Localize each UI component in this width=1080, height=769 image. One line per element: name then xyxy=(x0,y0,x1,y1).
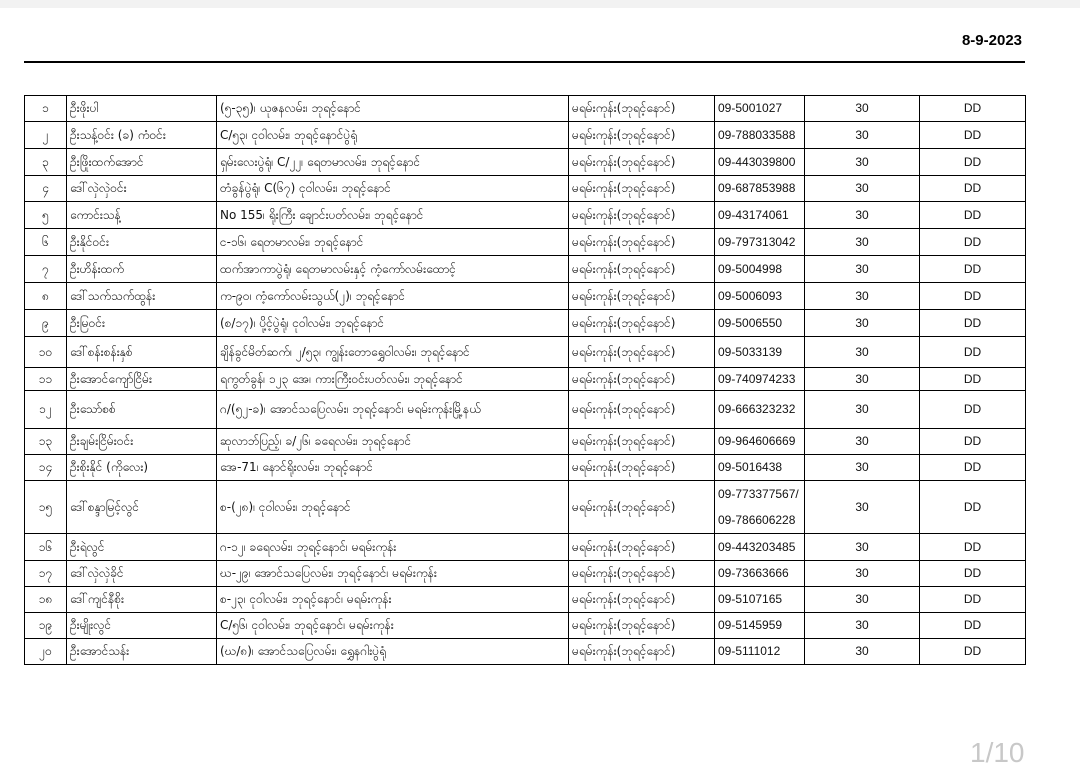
table-row xyxy=(25,639,1026,665)
row-address: က-၉၀၊ ကံ့ကော်လမ်းသွယ်(၂)၊ ဘုရင့်နောင် xyxy=(217,283,569,310)
phone-number: 09-687853988 xyxy=(718,181,796,195)
phone-number: 09-443039800 xyxy=(718,154,796,169)
document-date: 8-9-2023 xyxy=(961,32,1022,49)
row-phone xyxy=(715,256,805,283)
row-phone xyxy=(715,613,805,639)
row-address: စ-၂၃၊ ငုဝါလမ်း၊ ဘုရင့်နောင်၊ မရမ်းကုန်း xyxy=(217,587,569,613)
row-address: (စ/၁၇)၊ ပို့င့်ပွဲရုံ၊ ငုဝါလမ်း၊ ဘုရင့်နောင် xyxy=(217,310,569,337)
phone-number: 09-443203485 xyxy=(718,539,796,554)
row-name: ဦးအောင်ကျော်ငြိမ်း xyxy=(67,368,217,391)
phone-number: 09-666323232 xyxy=(718,402,796,416)
phone-number: 09-773377567/ xyxy=(718,487,799,501)
row-name: ဦးချမ်းငြိမ်းဝင်း xyxy=(67,429,217,455)
row-value: 30 xyxy=(805,391,920,429)
table-row xyxy=(25,176,1026,202)
row-township: မရမ်းကုန်း(ဘုရင့်နောင်) xyxy=(569,639,715,665)
row-phone xyxy=(715,587,805,613)
row-value: 30 xyxy=(805,613,920,639)
row-value: 30 xyxy=(805,337,920,368)
row-name: ဦးဖြိုးထက်အောင် xyxy=(67,149,217,176)
row-number: ၇ xyxy=(25,256,67,283)
row-number: ၂၀ xyxy=(25,639,67,665)
row-code: DD xyxy=(920,202,1026,229)
row-number: ၈ xyxy=(25,283,67,310)
row-value: 30 xyxy=(805,481,920,534)
row-value: 30 xyxy=(805,639,920,665)
header-rule xyxy=(24,61,1025,63)
row-phone xyxy=(715,561,805,587)
row-number: ၅ xyxy=(25,202,67,229)
row-number: ၁၇ xyxy=(25,561,67,587)
phone-number: 09-5016438 xyxy=(718,460,783,474)
page-number: 1/10 xyxy=(970,737,1025,768)
row-number: ၆ xyxy=(25,229,67,256)
row-address: ထက်အာကာပွဲရုံ၊ ရေတမာလမ်းနှင့် ကံ့ကော်လမ်းထောင့် xyxy=(217,256,569,283)
row-value: 30 xyxy=(805,176,920,202)
table-row xyxy=(25,122,1026,149)
row-township: မရမ်းကုန်း(ဘုရင့်နောင်) xyxy=(569,122,715,149)
phone-number: 09-5111012 xyxy=(718,644,781,658)
row-value: 30 xyxy=(805,429,920,455)
row-phone xyxy=(715,368,805,391)
row-name: ဦးမျိုးလွင် xyxy=(67,613,217,639)
row-phone xyxy=(715,122,805,149)
row-value: 30 xyxy=(805,455,920,481)
row-phone xyxy=(715,639,805,665)
row-value: 30 xyxy=(805,96,920,122)
row-township: မရမ်းကုန်း(ဘုရင့်နောင်) xyxy=(569,283,715,310)
row-phone xyxy=(715,455,805,481)
table-row xyxy=(25,613,1026,639)
row-phone xyxy=(715,229,805,256)
row-code: DD xyxy=(920,368,1026,391)
row-number: ၄ xyxy=(25,176,67,202)
row-code: DD xyxy=(920,122,1026,149)
phone-number: 09-797313042 xyxy=(718,234,796,249)
row-number: ၂ xyxy=(25,122,67,149)
row-address: စ-(၂၈)၊ ငုဝါလမ်း၊ ဘုရင့်နောင် xyxy=(217,481,569,534)
table-row xyxy=(25,310,1026,337)
row-code: DD xyxy=(920,429,1026,455)
row-address: ဆုလာဘ်ပြည့်၊ ခ/၂၆၊ ခရေလမ်း၊ ဘုရင့်နောင် xyxy=(217,429,569,455)
row-value: 30 xyxy=(805,310,920,337)
row-name: ဒေါ်စန္ဒာမြင့်လွင် xyxy=(67,481,217,534)
row-address: င-၁၆၊ ရေတမာလမ်း၊ ဘုရင့်နောင် xyxy=(217,229,569,256)
row-code: DD xyxy=(920,310,1026,337)
records-table xyxy=(24,95,1026,665)
phone-number: 09-5033139 xyxy=(718,344,783,359)
row-value: 30 xyxy=(805,202,920,229)
row-address: ဂ-၁၂၊ ခရေလမ်း၊ ဘုရင့်နောင်၊ မရမ်းကုန်း xyxy=(217,534,569,561)
row-code: DD xyxy=(920,337,1026,368)
phone-number: 09-73663666 xyxy=(718,566,789,580)
table-row xyxy=(25,534,1026,561)
table-row xyxy=(25,149,1026,176)
row-name: ဦးသော်စစ် xyxy=(67,391,217,429)
row-number: ၉ xyxy=(25,310,67,337)
row-code: DD xyxy=(920,391,1026,429)
row-code: DD xyxy=(920,639,1026,665)
table-row xyxy=(25,587,1026,613)
phone-number: 09-43174061 xyxy=(718,207,789,222)
table-row xyxy=(25,96,1026,122)
row-name: ဦးမြဝင်း xyxy=(67,310,217,337)
row-phone xyxy=(715,176,805,202)
row-address: တံခွန်ပွဲရုံ၊ C(၆၇) ငုဝါလမ်း၊ ဘုရင့်နောင် xyxy=(217,176,569,202)
row-address: ဃ-၂၉၊ အောင်သပြေလမ်း၊ ဘုရင့်နောင်၊ မရမ်းကုန်း xyxy=(217,561,569,587)
phone-number: 09-5006550 xyxy=(718,315,783,330)
table-row xyxy=(25,229,1026,256)
row-name: ဒေါ်လှဲလှဲဝင်း xyxy=(67,176,217,202)
row-number: ၁ xyxy=(25,96,67,122)
phone-number: 09-5145959 xyxy=(718,618,783,632)
row-value: 30 xyxy=(805,587,920,613)
row-number: ၁၁ xyxy=(25,368,67,391)
row-value: 30 xyxy=(805,229,920,256)
row-address: (ဃ/၈)၊ အောင်သပြေလမ်း၊ ရွှေနဂါးပွဲရုံ xyxy=(217,639,569,665)
phone-number: 09-964606669 xyxy=(718,434,796,448)
row-name: ဒေါ်ကျင်နီစိုး xyxy=(67,587,217,613)
row-value: 30 xyxy=(805,561,920,587)
table-row xyxy=(25,337,1026,368)
row-code: DD xyxy=(920,176,1026,202)
row-phone xyxy=(715,391,805,429)
table-row xyxy=(25,368,1026,391)
row-code: DD xyxy=(920,613,1026,639)
row-code: DD xyxy=(920,481,1026,534)
row-township: မရမ်းကုန်း(ဘုရင့်နောင်) xyxy=(569,391,715,429)
row-number: ၁၂ xyxy=(25,391,67,429)
row-township: မရမ်းကုန်း(ဘုရင့်နောင်) xyxy=(569,561,715,587)
row-township: မရမ်းကုန်း(ဘုရင့်နောင်) xyxy=(569,229,715,256)
row-code: DD xyxy=(920,229,1026,256)
row-code: DD xyxy=(920,149,1026,176)
row-township: မရမ်းကုန်း(ဘုရင့်နောင်) xyxy=(569,613,715,639)
row-township: မရမ်းကုန်း(ဘုရင့်နောင်) xyxy=(569,455,715,481)
row-phone xyxy=(715,481,805,534)
row-township: မရမ်းကုန်း(ဘုရင့်နောင်) xyxy=(569,481,715,534)
row-value: 30 xyxy=(805,256,920,283)
phone-number: 09-786606228 xyxy=(718,513,796,527)
row-township: မရမ်းကုန်း(ဘုရင့်နောင်) xyxy=(569,310,715,337)
row-township: မရမ်းကုန်း(ဘုရင့်နောင်) xyxy=(569,368,715,391)
row-township: မရမ်းကုန်း(ဘုရင့်နောင်) xyxy=(569,176,715,202)
row-number: ၁၆ xyxy=(25,534,67,561)
row-address: ဂ/(၅၂-ခ)၊ အောင်သပြေလမ်း၊ ဘုရင့်နောင်၊ မရမ်းကုန်းမြို့နယ် xyxy=(217,391,569,429)
row-phone xyxy=(715,96,805,122)
row-name: ဦးဖိုးပါ xyxy=(67,96,217,122)
row-name: ဒေါ်လှဲလှဲခိုင် xyxy=(67,561,217,587)
table-row xyxy=(25,455,1026,481)
row-number: ၁၉ xyxy=(25,613,67,639)
row-code: DD xyxy=(920,587,1026,613)
table-row xyxy=(25,561,1026,587)
row-township: မရမ်းကုန်း(ဘုရင့်နောင်) xyxy=(569,149,715,176)
row-name: ဦးရဲလွင် xyxy=(67,534,217,561)
row-phone xyxy=(715,283,805,310)
row-value: 30 xyxy=(805,534,920,561)
row-name: ဦးအောင်သန်း xyxy=(67,639,217,665)
row-code: DD xyxy=(920,256,1026,283)
table-row xyxy=(25,202,1026,229)
phone-number: 09-788033588 xyxy=(718,127,796,142)
row-township: မရမ်းကုန်း(ဘုရင့်နောင်) xyxy=(569,96,715,122)
row-number: ၁၃ xyxy=(25,429,67,455)
row-number: ၃ xyxy=(25,149,67,176)
row-address: အေ-71၊ နောင်ရိုးလမ်း၊ ဘုရင့်နောင် xyxy=(217,455,569,481)
row-name: ဦးစိုးနိုင် (ကိုလေး) xyxy=(67,455,217,481)
phone-number: 09-740974233 xyxy=(718,371,796,386)
row-value: 30 xyxy=(805,122,920,149)
phone-number: 09-5006093 xyxy=(718,288,783,303)
row-township: မရမ်းကုန်း(ဘုရင့်နောင်) xyxy=(569,202,715,229)
table-row xyxy=(25,283,1026,310)
row-address: (၅-၃၅)၊ ယုဇနလမ်း၊ ဘုရင့်နောင် xyxy=(217,96,569,122)
row-address: ချိန်ခွင်မိတ်ဆက်၊ ၂/၅၃၊ ကျွန်းတောရွှေဝါလမ်း၊ ဘုရင့်နောင် xyxy=(217,337,569,368)
row-name: ကောင်းသန့် xyxy=(67,202,217,229)
row-value: 30 xyxy=(805,368,920,391)
row-name: ဒေါ်သက်သက်ထွန်း xyxy=(67,283,217,310)
row-name: ဦးနိုင်ဝင်း xyxy=(67,229,217,256)
row-name: ဒေါ်စန်းစန်းနှစ် xyxy=(67,337,217,368)
row-phone xyxy=(715,429,805,455)
row-number: ၁၀ xyxy=(25,337,67,368)
row-code: DD xyxy=(920,96,1026,122)
row-address: No 155၊ ရိုးကြီး ချောင်းပတ်လမ်း၊ ဘုရင့်နောင် xyxy=(217,202,569,229)
row-code: DD xyxy=(920,534,1026,561)
row-number: ၁၈ xyxy=(25,587,67,613)
row-number: ၁၄ xyxy=(25,455,67,481)
row-township: မရမ်းကုန်း(ဘုရင့်နောင်) xyxy=(569,534,715,561)
row-code: DD xyxy=(920,283,1026,310)
phone-number: 09-5107165 xyxy=(718,592,783,606)
row-township: မရမ်းကုန်း(ဘုရင့်နောင်) xyxy=(569,256,715,283)
row-number: ၁၅ xyxy=(25,481,67,534)
row-address: ရှမ်းလေးပွဲရုံ၊ C/၂၂၊ ရေတမာလမ်း၊ ဘုရင့်နောင် xyxy=(217,149,569,176)
row-township: မရမ်းကုန်း(ဘုရင့်နောင်) xyxy=(569,429,715,455)
phone-number: 09-5004998 xyxy=(718,261,783,276)
row-phone xyxy=(715,202,805,229)
row-name: ဦးသန့်ဝင်း (ခ) ကံဝင်း xyxy=(67,122,217,149)
row-phone xyxy=(715,534,805,561)
row-phone xyxy=(715,337,805,368)
row-township: မရမ်းကုန်း(ဘုရင့်နောင်) xyxy=(569,337,715,368)
table-row xyxy=(25,481,1026,534)
row-address: C/၅၆၊ ငုဝါလမ်း၊ ဘုရင့်နောင်၊ မရမ်းကုန်း xyxy=(217,613,569,639)
row-name: ဦးဟိန်းထက် xyxy=(67,256,217,283)
row-address: ရကွတ်ခွန်၊ ၁၂၃ အေ၊ ကားကြီးဝင်းပတ်လမ်း၊ ဘုရင့်နောင် xyxy=(217,368,569,391)
row-code: DD xyxy=(920,455,1026,481)
row-address: C/၅၃၊ ငုဝါလမ်း၊ ဘုရင့်နောင်ပွဲရုံ xyxy=(217,122,569,149)
row-phone xyxy=(715,310,805,337)
viewer-top-bar xyxy=(0,0,1080,8)
table-row xyxy=(25,391,1026,429)
row-code: DD xyxy=(920,561,1026,587)
table-row xyxy=(25,256,1026,283)
row-phone xyxy=(715,149,805,176)
row-value: 30 xyxy=(805,283,920,310)
table-row xyxy=(25,429,1026,455)
phone-number: 09-5001027 xyxy=(718,101,783,115)
row-township: မရမ်းကုန်း(ဘုရင့်နောင်) xyxy=(569,587,715,613)
row-value: 30 xyxy=(805,149,920,176)
